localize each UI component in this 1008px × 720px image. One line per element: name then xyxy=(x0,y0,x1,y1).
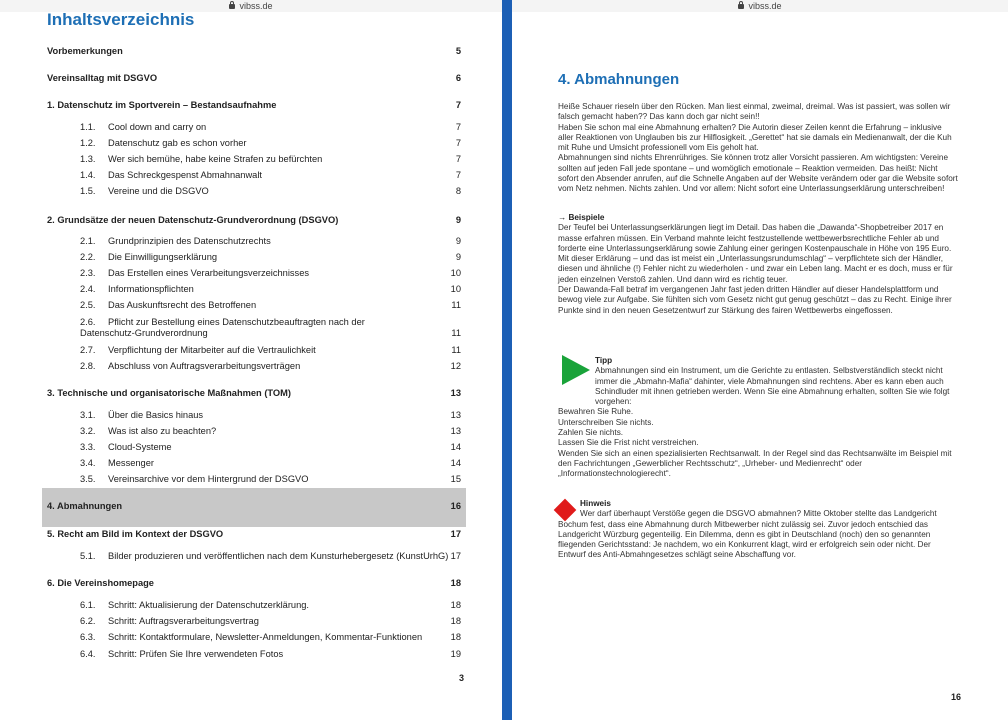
toc-section-number: 6.1. xyxy=(80,600,96,610)
toc-section-number: 1.4. xyxy=(80,170,96,180)
toc-page-number: 13 xyxy=(450,410,461,420)
toc-chapter-entry[interactable] xyxy=(47,73,461,84)
intro-paragraph: Abmahnungen sind nichts Ehrenrühriges. Sie können trotz aller Vorsicht passieren. Am wichtigsten: Vereine sollten auf jeden Fall jede spontane – und womöglich emotionale – Reaktion vermeiden. Das heißt: Nicht sofort den Absender anrufen, auf die Schnelle Angaben auf der Website verändern oder gar die Website sofort vom Netz nehmen. Nichts zahlen. Und vor allem: Nicht sofort eine Unterlassungserklärung unterschreiben! xyxy=(558,153,958,194)
toc-page-number: 18 xyxy=(450,616,461,626)
toc-section-number: 2.8. xyxy=(80,361,96,371)
toc-subsection-entry[interactable] xyxy=(80,284,461,295)
tipp-step: Unterschreiben Sie nichts. xyxy=(558,417,654,427)
toc-entry-label: Was ist also zu beachten? xyxy=(108,426,217,436)
toc-section-number: 6.3. xyxy=(80,632,96,642)
toc-section-number: 1.1. xyxy=(80,122,96,132)
toc-subsection-entry[interactable] xyxy=(80,442,461,453)
toc-subsection-entry[interactable] xyxy=(80,154,461,165)
toc-entry-label: 1. Datenschutz im Sportverein – Bestandsaufnahme xyxy=(47,100,277,110)
toc-entry-label: Grundprinzipien des Datenschutzrechts xyxy=(108,236,271,246)
toc-section-number: 3.4. xyxy=(80,458,96,468)
toc-title: Inhaltsverzeichnis xyxy=(47,10,195,29)
toc-page-number: 17 xyxy=(450,529,461,539)
tipp-section xyxy=(558,356,958,480)
toc-page-number: 11 xyxy=(451,345,461,355)
toc-page-number: 10 xyxy=(450,268,461,278)
toc-chapter-entry[interactable] xyxy=(47,501,461,512)
toc-section-number: 5.1. xyxy=(80,551,96,561)
intro-paragraph: Haben Sie schon mal eine Abmahnung erhalten? Die Autorin dieser Zeilen kennt die Erfahrung – inklusive aller Reaktionen von Unglauben bis zur Hilflosigkeit. „Gerettet“ hat sie damals ein Medienanwalt, der die Kuh mit Ruhe und Umsicht professionell vom Eis geholt hat. xyxy=(558,122,952,153)
toc-page-number: 7 xyxy=(455,170,461,180)
toc-section-number: 2.6. xyxy=(80,317,96,327)
toc-subsection-entry[interactable] xyxy=(80,426,461,437)
toc-section-number: 6.4. xyxy=(80,649,96,659)
toc-subsection-entry[interactable] xyxy=(80,474,461,485)
beispiele-paragraph: Der Teufel bei Unterlassungserklärungen liegt im Detail. Das haben die „Dawanda“-Shopbetreiber 2017 en masse erfahren müssen. Ein Verband mahnte leicht festzustellende wettbewerbsrechtliche Fehler ab und forderte eine Unterlassungserklärung sowie Zahlung einer geringen Kostenpauschale in Höhe von 195 Euro. Mit dieser Erklärung – und das ist meist ein „Unterlassungsrundumschlag“ – verpflichtete sich der Händler, diesen und ähnliche (!) Fehler nicht zu wiederholen - und zwar ein Leben lang. Macht er es doch, muss er für jeden einzelnen Verstoß zahlen. Und dann wird es richtig teuer. xyxy=(558,223,953,284)
toc-page-number: 15 xyxy=(450,474,461,484)
toc-subsection-entry[interactable] xyxy=(80,600,461,611)
toc-subsection-entry[interactable] xyxy=(80,458,461,469)
chapter-page[interactable] xyxy=(512,0,1008,720)
toc-subsection-entry[interactable] xyxy=(80,186,461,197)
toc-section-number: 2.2. xyxy=(80,252,96,262)
toc-chapter-entry[interactable] xyxy=(47,578,461,589)
toc-subsection-entry[interactable] xyxy=(80,649,461,660)
toc-section-number: 2.4. xyxy=(80,284,96,294)
toc-subsection-entry[interactable] xyxy=(80,632,461,643)
tipp-text: Wenden Sie sich an einen spezialisierten Rechtsanwalt. In der Regel sind das Rechtsanwälte im Beispiel mit den Fachrichtungen „Gewerblicher Rechtsschutz“, „Urheber- und Medienrecht“ oder „Informationstechnologierecht“. xyxy=(558,448,952,479)
url-text: vibss.de xyxy=(748,1,782,11)
toc-section-number: 1.5. xyxy=(80,186,96,196)
toc-entry-label: Abschluss von Auftragsverarbeitungsverträgen xyxy=(108,361,301,371)
toc-entry-label: Über die Basics hinaus xyxy=(108,410,204,420)
toc-page-number: 16 xyxy=(450,501,461,511)
toc-page-number: 19 xyxy=(450,649,461,659)
toc-entry-label: 4. Abmahnungen xyxy=(47,501,123,511)
toc-subsection-entry[interactable] xyxy=(80,317,461,339)
beispiele-section xyxy=(558,213,958,316)
toc-section-number: 2.7. xyxy=(80,345,96,355)
toc-chapter-entry[interactable] xyxy=(47,388,461,399)
lock-icon xyxy=(738,4,744,9)
toc-subsection-entry[interactable] xyxy=(80,170,461,181)
toc-chapter-entry[interactable] xyxy=(47,529,461,540)
page-number-left: 3 xyxy=(459,673,465,683)
toc-page-number: 18 xyxy=(450,600,461,610)
toc-subsection-entry[interactable] xyxy=(80,236,461,247)
toc-page-number: 13 xyxy=(450,426,461,436)
toc-subsection-entry[interactable] xyxy=(80,252,461,263)
toc-page-number: 17 xyxy=(450,551,461,561)
tipp-heading: Tipp xyxy=(595,356,613,365)
toc-page-number: 7 xyxy=(455,154,461,164)
toc-entry-label: Das Schreckgespenst Abmahnanwalt xyxy=(108,170,263,180)
toc-page-number: 8 xyxy=(455,186,461,196)
toc-subsection-entry[interactable] xyxy=(80,122,461,133)
toc-entry-label: Wer sich bemühe, habe keine Strafen zu befürchten xyxy=(108,154,323,164)
toc-entry-label: Informationspflichten xyxy=(108,284,194,294)
beispiele-paragraph: Der Dawanda-Fall betraf im vergangenen Jahr fast jeden dritten Händler auf dieser Handelsplattform und bewog viele zur Aufgabe. Sie fühlten sich vom Gesetz nicht gut genug geschützt – das zu Recht. Einige ihrer Punkte sind in den neuen Gesetzentwurf zur Stärkung des fairen Wettbewerbs eingeflossen. xyxy=(558,285,952,315)
tipp-text: Abmahnungen sind ein Instrument, um die Gerichte zu entlasten. Selbstverständlich steckt nicht immer die „Abmahn-Mafia“ dahinter, viele Abmahnungen sind rechtens. Aber es kann eben auch Schindluder mit ihnen getrieben werden. Wenn Sie eine Abmahnung erhalten, sollten Sie wie folgt vorgehen: xyxy=(595,366,950,407)
toc-entry-label: Schritt: Prüfen Sie Ihre verwendeten Fotos xyxy=(108,649,284,659)
toc-entry-label: 6. Die Vereinshomepage xyxy=(47,578,154,588)
toc-section-number: 1.2. xyxy=(80,138,96,148)
toc-chapter-entry[interactable] xyxy=(47,46,461,57)
toc-entry-label: 5. Recht am Bild im Kontext der DSGVO xyxy=(47,529,224,539)
url-bar-right[interactable] xyxy=(512,0,1008,12)
toc-page-number: 14 xyxy=(450,442,461,452)
toc-page-number: 10 xyxy=(450,284,461,294)
toc-page-number: 5 xyxy=(455,46,461,56)
toc-section-number: 3.2. xyxy=(80,426,96,436)
tipp-step: Bewahren Sie Ruhe. xyxy=(558,407,634,417)
hinweis-section xyxy=(558,499,958,561)
toc-entry-label: Schritt: Auftragsverarbeitungsvertrag xyxy=(108,616,259,626)
toc-subsection-entry[interactable] xyxy=(80,138,461,149)
toc-entry-label: Schritt: Aktualisierung der Datenschutzerklärung. xyxy=(108,600,310,610)
toc-subsection-entry[interactable] xyxy=(80,268,461,279)
toc-subsection-entry[interactable] xyxy=(80,616,461,627)
toc-section-number: 1.3. xyxy=(80,154,96,164)
toc-page-number: 7 xyxy=(455,122,461,132)
toc-entry-label: Das Erstellen eines Verarbeitungsverzeichnisses xyxy=(108,268,310,278)
toc-section-number: 3.5. xyxy=(80,474,96,484)
toc-entry-label: Vereine und die DSGVO xyxy=(108,186,209,196)
intro-text xyxy=(558,102,958,195)
toc-page-number: 9 xyxy=(455,215,461,225)
toc-entry-label: Vorbemerkungen xyxy=(47,46,123,56)
hinweis-heading: Hinweis xyxy=(580,499,611,508)
toc-chapter-entry[interactable] xyxy=(47,215,461,226)
lock-icon xyxy=(229,4,235,9)
toc-page-number: 12 xyxy=(450,361,461,371)
toc-entry-label: Bilder produzieren und veröffentlichen nach dem Kunsturhebergesetz (KunstUrhG) xyxy=(108,551,449,561)
toc-entry-label: Verpflichtung der Mitarbeiter auf die Vertraulichkeit xyxy=(108,345,316,355)
toc-entry-label: Cloud-Systeme xyxy=(108,442,172,452)
toc-page-number: 11 xyxy=(451,300,461,310)
toc-subsection-entry[interactable] xyxy=(80,300,461,311)
toc-page-number: 13 xyxy=(450,388,461,398)
toc-chapter-entry[interactable] xyxy=(47,100,461,111)
beispiele-heading: → Beispiele xyxy=(558,213,605,222)
intro-paragraph: Heiße Schauer rieseln über den Rücken. Man liest einmal, zweimal, dreimal. Was ist passiert, was sollen wir falsch gemacht haben?? Das kann doch gar nicht sein!! xyxy=(558,102,951,122)
toc-entry-label: Die Einwilligungserklärung xyxy=(108,252,218,262)
toc-entry-label: Vereinsarchive vor dem Hintergrund der DSGVO xyxy=(108,474,309,484)
toc-page-number: 6 xyxy=(455,73,461,83)
tipp-step: Zahlen Sie nichts. xyxy=(558,428,624,438)
tipp-step: Lassen Sie die Frist nicht verstreichen. xyxy=(558,438,699,448)
toc-subsection-entry[interactable] xyxy=(80,551,461,562)
toc-page[interactable] xyxy=(0,0,502,720)
toc-subsection-entry[interactable] xyxy=(80,410,461,421)
toc-entry-label: 3. Technische und organisatorische Maßnahmen (TOM) xyxy=(47,388,291,398)
toc-section-number: 2.3. xyxy=(80,268,96,278)
toc-page-number: 9 xyxy=(455,252,461,262)
toc-entry-label: Datenschutz gab es schon vorher xyxy=(108,138,247,148)
toc-page-number: 18 xyxy=(450,632,461,642)
chapter-title: 4. Abmahnungen xyxy=(558,71,680,88)
toc-page-number: 11 xyxy=(451,328,461,338)
toc-entry-label: Pflicht zur Bestellung eines Datenschutzbeauftragten nach der Datenschutz-Grundverordnung xyxy=(80,317,365,338)
toc-section-number: 2.5. xyxy=(80,300,96,310)
toc-page-number: 7 xyxy=(455,138,461,148)
toc-section-number: 3.1. xyxy=(80,410,96,420)
toc-page-number: 18 xyxy=(450,578,461,588)
toc-page-number: 9 xyxy=(455,236,461,246)
toc-subsection-entry[interactable] xyxy=(80,361,461,372)
toc-page-number: 7 xyxy=(455,100,461,110)
toc-section-number: 2.1. xyxy=(80,236,96,246)
toc-page-number: 14 xyxy=(450,458,461,468)
page-number-right: 16 xyxy=(951,692,962,702)
toc-entry-label: Cool down and carry on xyxy=(108,122,207,132)
toc-entry-label: 2. Grundsätze der neuen Datenschutz-Grundverordnung (DSGVO) xyxy=(47,215,339,225)
toc-section-number: 3.3. xyxy=(80,442,96,452)
toc-entry-label: Vereinsalltag mit DSGVO xyxy=(47,73,158,83)
toc-entry-label: Das Auskunftsrecht des Betroffenen xyxy=(108,300,257,310)
toc-subsection-entry[interactable] xyxy=(80,345,461,356)
url-text: vibss.de xyxy=(239,1,273,11)
hinweis-text: Wer darf überhaupt Verstöße gegen die DSGVO abmahnen? Mitte Oktober stellte das Landgericht Bochum fest, dass eine Abmahnung durch Mitbewerber nicht zulässig sei. Zuvor jedoch entschied das Landgericht Würzburg gegenteilig. Ein Dilemma, denn es gibt in Deutschland (noch) den so genannten fliegenden Gerichtsstand: Je nachdem, wo ein Konkurrent klagt, wird er erfolgreich sein oder nicht. Der Entwurf des Anti-Abmahngesetzes schlägt seine Abschaffung vor. xyxy=(558,509,937,560)
toc-section-number: 6.2. xyxy=(80,616,96,626)
toc-entry-label: Schritt: Kontaktformulare, Newsletter-Anmeldungen, Kommentar-Funktionen xyxy=(108,632,423,642)
toc-entry-label: Messenger xyxy=(108,458,154,468)
split-view-divider[interactable] xyxy=(502,0,512,720)
